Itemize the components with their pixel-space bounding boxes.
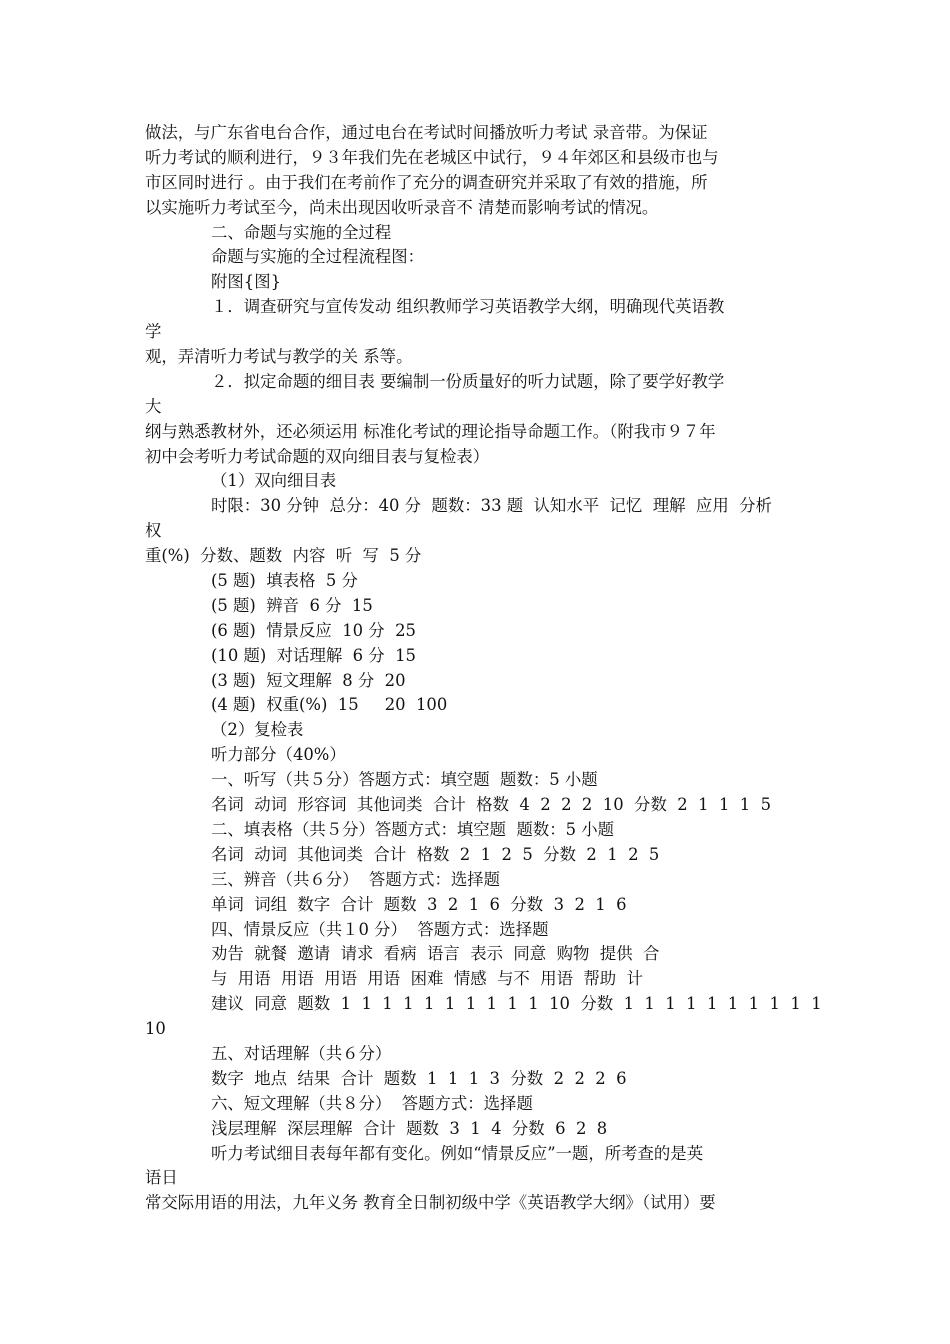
text-line: （2）复检表 (211, 720, 304, 740)
text-line: 10 (145, 1019, 166, 1039)
text-line: 建议 同意 题数 1 1 1 1 1 1 1 1 1 1 10 分数 1 1 1 1 1 1 1 1 1 1 (211, 994, 822, 1014)
text-line: （1）双向细目表 (211, 471, 337, 491)
text-line: 时限：30 分钟 总分：40 分 题数：33 题 认知水平 记忆 理解 应用 分析 (211, 496, 772, 516)
text-line: 数字 地点 结果 合计 题数 1 1 1 3 分数 2 2 2 6 (211, 1068, 627, 1088)
text-line: 三、辨音（共６分） 答题方式：选择题 (211, 869, 501, 889)
text-line: 附图{图} (211, 272, 282, 292)
document-body (145, 121, 822, 1216)
text-line: ２．拟定命题的细目表 要编制一份质量好的听力试题，除了要学好教学 (211, 371, 725, 391)
text-line: 权 (145, 521, 162, 541)
text-line: １．调查研究与宣传发动 组织教师学习英语教学大纲，明确现代英语教 (211, 297, 725, 317)
text-line: 二、命题与实施的全过程 (211, 222, 392, 242)
text-line: 大 (145, 396, 162, 416)
text-line: 做法，与广东省电台合作，通过电台在考试时间播放听力考试 录音带。为保证 (145, 123, 708, 142)
text-line: 四、情景反应（共１0 分） 答题方式：选择题 (211, 919, 549, 939)
text-line: 听力部分（40%） (211, 745, 346, 765)
text-line: (3 题) 短文理解 8 分 20 (211, 670, 406, 690)
text-line: 六、短文理解（共８分） 答题方式：选择题 (211, 1093, 533, 1113)
text-line: 名词 动词 其他词类 合计 格数 2 1 2 5 分数 2 1 2 5 (211, 844, 660, 864)
text-line: 学 (145, 322, 162, 342)
text-line: 命题与实施的全过程流程图： (211, 247, 425, 267)
text-line: 初中会考听力考试命题的双向细目表与复检表） (145, 446, 490, 466)
text-line: 常交际用语的用法，九年义务 教育全日制初级中学《英语教学大纲》（试用）要 (145, 1193, 716, 1213)
text-line: 观，弄清听力考试与教学的关 系等。 (145, 347, 413, 367)
text-line: 语日 (145, 1168, 178, 1188)
text-line: 浅层理解 深层理解 合计 题数 3 1 4 分数 6 2 8 (211, 1118, 608, 1138)
text-line: 劝告 就餐 邀请 请求 看病 语言 表示 同意 购物 提供 合 (211, 944, 660, 964)
text-line: 单词 词组 数字 合计 题数 3 2 1 6 分数 3 2 1 6 (211, 894, 627, 914)
text-line: 听力考试的顺利进行，９３年我们先在老城区中试行，９４年郊区和县级市也与 (145, 147, 719, 167)
text-line: 名词 动词 形容词 其他词类 合计 格数 4 2 2 2 10 分数 2 1 1 1 5 (211, 795, 772, 815)
text-line: 市区同时进行 。由于我们在考前作了充分的调查研究并采取了有效的措施，所 (145, 172, 708, 192)
text-line: (4 题) 权重(%) 15 20 100 (211, 695, 448, 715)
text-line: (6 题) 情景反应 10 分 25 (211, 620, 416, 640)
text-line: 重(%) 分数、题数 内容 听 写 5 分 (145, 546, 422, 566)
text-line: (5 题) 填表格 5 分 (211, 571, 358, 591)
text-line: 五、对话理解（共６分） (211, 1043, 392, 1063)
text-line: (10 题) 对话理解 6 分 15 (211, 645, 416, 665)
text-line: 与 用语 用语 用语 用语 困难 情感 与不 用语 帮助 计 (211, 969, 644, 989)
text-line: 一、听写（共５分）答题方式：填空题 题数：5 小题 (211, 770, 598, 790)
text-line: 以实施听力考试至今，尚未出现因收听录音不 清楚而影响考试的情况。 (145, 197, 659, 217)
text-line: 听力考试细目表每年都有变化。例如“情景反应”一题，所考查的是英 (211, 1143, 704, 1163)
text-line: (5 题) 辨音 6 分 15 (211, 595, 373, 615)
text-line: 纲与熟悉教材外，还必须运用 标准化考试的理论指导命题工作。（附我市９７年 (145, 421, 716, 441)
text-line: 二、填表格（共５分）答题方式：填空题 题数：5 小题 (211, 819, 615, 839)
